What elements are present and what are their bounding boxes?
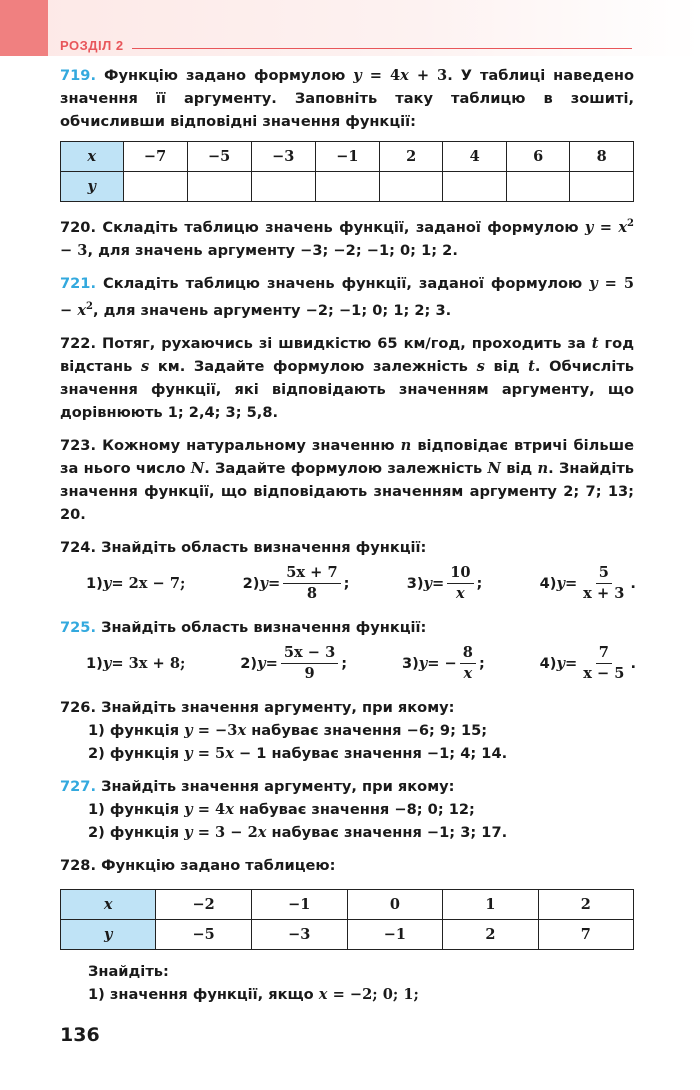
- problem-723: [60, 434, 634, 526]
- math-var: x: [618, 218, 628, 236]
- table-cell: −2: [156, 889, 252, 919]
- math-var: x: [77, 301, 87, 319]
- math-text: =: [432, 574, 445, 592]
- sub-text: − 1 набуває значення −1; 4; 14.: [233, 744, 508, 762]
- problem-text: Знайдіть область визначення функції:: [96, 538, 427, 556]
- item-label: 2): [240, 654, 258, 672]
- table-cell: 2: [379, 142, 443, 172]
- problem-text: Складіть таблицю значень функції, заданої формулою: [96, 274, 590, 292]
- math-text: =: [593, 218, 619, 236]
- punct: ;: [476, 574, 483, 592]
- punct: ;: [343, 574, 350, 592]
- math-var: y: [184, 721, 193, 739]
- table-cell-empty: [443, 172, 507, 202]
- sub-text: 1) значення функції, якщо: [88, 985, 319, 1003]
- math-var: y: [353, 67, 362, 84]
- math-var: s: [476, 357, 485, 375]
- math-var: N: [487, 459, 501, 477]
- numerator: 10: [447, 563, 473, 584]
- problem-text: Функцію задано формулою: [96, 67, 354, 84]
- formula-item: [540, 643, 636, 684]
- problem-number: 720.: [60, 218, 97, 236]
- math-var: N: [190, 459, 205, 477]
- math-var: y: [184, 800, 193, 818]
- problem-text: Знайдіть значення аргументу, при якому:: [96, 777, 455, 795]
- formula-item: [86, 655, 185, 672]
- problem-number: 725.: [60, 618, 97, 636]
- math-sup: 2: [627, 218, 635, 229]
- problem-number: 722.: [60, 334, 97, 352]
- fraction: [580, 643, 627, 684]
- math-var: y: [418, 654, 428, 672]
- table-cell-empty: [123, 172, 187, 202]
- problem-text: км. Задайте формулою залежність: [149, 357, 477, 375]
- table-cell: −7: [123, 142, 187, 172]
- numerator: 5x − 3: [281, 643, 338, 664]
- problem-number: 723.: [60, 436, 97, 454]
- sub-text: 2) функція: [88, 823, 185, 841]
- problem-726: [60, 696, 634, 765]
- sub-item: [88, 719, 634, 742]
- math-text: =: [267, 574, 281, 592]
- formula-item: [243, 563, 350, 604]
- math-var: s: [140, 357, 150, 375]
- problem-725: [60, 616, 634, 639]
- punct: .: [630, 574, 636, 592]
- math-text: = 4: [361, 67, 401, 84]
- problem-text: Функцію задано таблицею:: [96, 856, 336, 874]
- math-text: =: [265, 654, 278, 672]
- table-cell: −3: [251, 142, 315, 172]
- denominator: x: [463, 664, 473, 682]
- item-label: 1): [86, 654, 103, 672]
- fraction: [580, 563, 627, 604]
- formula-item: [407, 563, 483, 604]
- problem-text: Знайдіть значення аргументу, при якому:: [96, 698, 455, 716]
- item-label: 3): [406, 574, 424, 592]
- page-content: [60, 64, 634, 1016]
- problem-text: Знайдіть область визначення функції:: [96, 618, 427, 636]
- table-cell: −1: [315, 142, 379, 172]
- problem-724: [60, 536, 634, 559]
- item-label: 3): [401, 654, 419, 672]
- fraction: [283, 563, 340, 604]
- math-var: x: [225, 744, 234, 762]
- problem-number: 726.: [60, 698, 97, 716]
- math-var: y: [259, 574, 268, 592]
- math-text: = 4: [192, 800, 226, 818]
- table-cell: 4: [443, 142, 507, 172]
- problem-728: [60, 854, 634, 1006]
- punct: ;: [341, 654, 348, 672]
- table-header-y: y: [61, 172, 124, 202]
- chapter-tab: [0, 0, 48, 56]
- math-var: y: [584, 218, 594, 236]
- formulas-724: [86, 563, 636, 604]
- math-var: x: [237, 721, 247, 739]
- table-cell-empty: [506, 172, 570, 202]
- sub-item: [88, 742, 634, 765]
- problem-number: 724.: [60, 538, 97, 556]
- table-header-y: y: [61, 919, 156, 949]
- problem-text: . Обчисліть значення функції, які відповідають значенням аргументу, що дорівнюють 1; 2,4; 3; 5,8.: [60, 357, 635, 421]
- problem-number: 721.: [60, 274, 97, 292]
- math-var: y: [257, 654, 266, 672]
- math-var: y: [102, 574, 112, 592]
- math-var: y: [184, 823, 193, 841]
- math-text: = −2; 0; 1;: [327, 985, 419, 1003]
- math-var: y: [184, 744, 193, 762]
- table-cell-empty: [315, 172, 379, 202]
- table-cell-empty: [570, 172, 634, 202]
- math-var: n: [537, 459, 549, 477]
- problem-text: . У таблиці наведено значення її аргументу. Заповніть таку таблицю в зошиті, обчисливши відповідні значення функції:: [60, 67, 635, 130]
- punct: ;: [478, 654, 485, 672]
- table-cell: 6: [506, 142, 570, 172]
- formula-item: [540, 563, 636, 604]
- problem-text: від: [484, 357, 529, 375]
- sub-item: [88, 821, 634, 844]
- math-text: − 3: [60, 241, 88, 259]
- sub-text: набуває значення −8; 0; 12;: [233, 800, 475, 818]
- problem-number: 727.: [60, 777, 97, 795]
- sub-item: [88, 983, 634, 1006]
- numerator: 8: [460, 643, 476, 664]
- problem-number: 719.: [60, 67, 97, 84]
- math-text: =: [564, 654, 578, 672]
- denominator: x − 5: [583, 664, 625, 682]
- value-table-728: [60, 889, 634, 950]
- section-label: РОЗДІЛ 2: [60, 38, 124, 53]
- find-label: Знайдіть:: [88, 962, 169, 980]
- denominator: 9: [304, 664, 315, 682]
- problem-text: , для значень аргументу −3; −2; −1; 0; 1; 2.: [87, 241, 458, 259]
- math-text: =: [564, 574, 578, 592]
- problem-text: Складіть таблицю значень функції, заданої формулою: [96, 218, 585, 236]
- math-var: y: [423, 574, 432, 592]
- fraction: [281, 643, 338, 684]
- math-var: x: [400, 67, 409, 84]
- problem-722: [60, 332, 634, 424]
- math-text: = −3: [192, 721, 238, 739]
- fraction: [447, 563, 473, 604]
- numerator: 7: [596, 643, 612, 664]
- problem-727: [60, 775, 634, 844]
- math-text: = 3 − 2: [192, 823, 258, 841]
- problem-text: Кожному натуральному значенню: [96, 436, 401, 454]
- math-var: y: [556, 574, 565, 592]
- numerator: 5x + 7: [283, 563, 340, 584]
- formula-item: [86, 575, 185, 592]
- math-var: n: [400, 436, 412, 454]
- math-var: t: [591, 334, 599, 352]
- problem-number: 728.: [60, 856, 97, 874]
- problem-720: [60, 212, 634, 262]
- table-cell: 0: [347, 889, 443, 919]
- math-text: + 3: [408, 67, 448, 84]
- table-cell: −1: [347, 919, 443, 949]
- sub-text: 2) функція: [88, 744, 185, 762]
- math-var: x: [257, 823, 267, 841]
- page-number: 136: [60, 1024, 100, 1046]
- problem-719: [60, 64, 634, 202]
- item-label: 2): [242, 574, 260, 592]
- item-label: 1): [86, 574, 103, 592]
- problem-text: год відстань: [60, 334, 634, 375]
- item-label: 4): [539, 654, 557, 672]
- table-cell: −1: [251, 889, 347, 919]
- table-cell-empty: [251, 172, 315, 202]
- numerator: 5: [596, 563, 612, 584]
- table-row-y: [61, 172, 634, 202]
- table-cell: 7: [538, 919, 633, 949]
- math-text: = 2x − 7;: [111, 574, 186, 592]
- denominator: x: [456, 584, 465, 602]
- table-cell: −3: [251, 919, 347, 949]
- value-table-719: [60, 141, 634, 202]
- problem-text: , для значень аргументу −2; −1; 0; 1; 2; 3.: [92, 301, 452, 319]
- table-row-y: [61, 919, 634, 949]
- table-row-x: [61, 142, 634, 172]
- formula-item: [240, 643, 347, 684]
- table-cell: −5: [156, 919, 252, 949]
- table-cell-empty: [187, 172, 251, 202]
- denominator: x + 3: [583, 584, 625, 602]
- math-var: t: [528, 357, 535, 375]
- sub-text: 1) функція: [88, 800, 185, 818]
- math-text: = −: [427, 654, 457, 672]
- problem-721: [60, 272, 634, 322]
- math-text: = 3x + 8;: [111, 654, 186, 672]
- table-cell: −5: [187, 142, 251, 172]
- sub-text: набуває значення −6; 9; 15;: [246, 721, 488, 739]
- table-cell: 2: [538, 889, 633, 919]
- item-label: 4): [539, 574, 557, 592]
- table-cell-empty: [379, 172, 443, 202]
- table-header-x: x: [61, 889, 156, 919]
- sub-text: набуває значення −1; 3; 17.: [266, 823, 508, 841]
- problem-text: від: [500, 459, 538, 477]
- sub-text: 1) функція: [88, 721, 185, 739]
- math-var: y: [589, 274, 598, 292]
- math-var: y: [556, 654, 565, 672]
- sub-item: [88, 798, 634, 821]
- punct: .: [630, 654, 636, 672]
- fraction: [460, 643, 476, 684]
- math-var: x: [318, 985, 328, 1003]
- denominator: 8: [306, 584, 317, 602]
- section-rule: [132, 48, 632, 49]
- table-cell: 2: [443, 919, 538, 949]
- problem-text: . Знайдіть значення функції, що відповідають значенням аргументу 2; 7; 13; 20.: [60, 459, 635, 523]
- table-cell: 8: [570, 142, 634, 172]
- table-header-x: x: [61, 142, 124, 172]
- math-var: y: [102, 654, 112, 672]
- problem-text: відповідає втричі більше за нього число: [60, 436, 634, 477]
- table-row-x: [61, 889, 634, 919]
- math-var: x: [225, 800, 234, 818]
- formulas-725: [86, 643, 636, 684]
- formula-item: [402, 643, 485, 684]
- table-cell: 1: [443, 889, 538, 919]
- problem-text: Потяг, рухаючись зі швидкістю 65 км/год, проходить за: [96, 334, 592, 352]
- problem-text: . Задайте формулою залежність: [204, 459, 488, 477]
- math-sup: 2: [86, 300, 93, 312]
- math-text: = 5: [192, 744, 226, 762]
- math-text: = 5 −: [60, 274, 635, 319]
